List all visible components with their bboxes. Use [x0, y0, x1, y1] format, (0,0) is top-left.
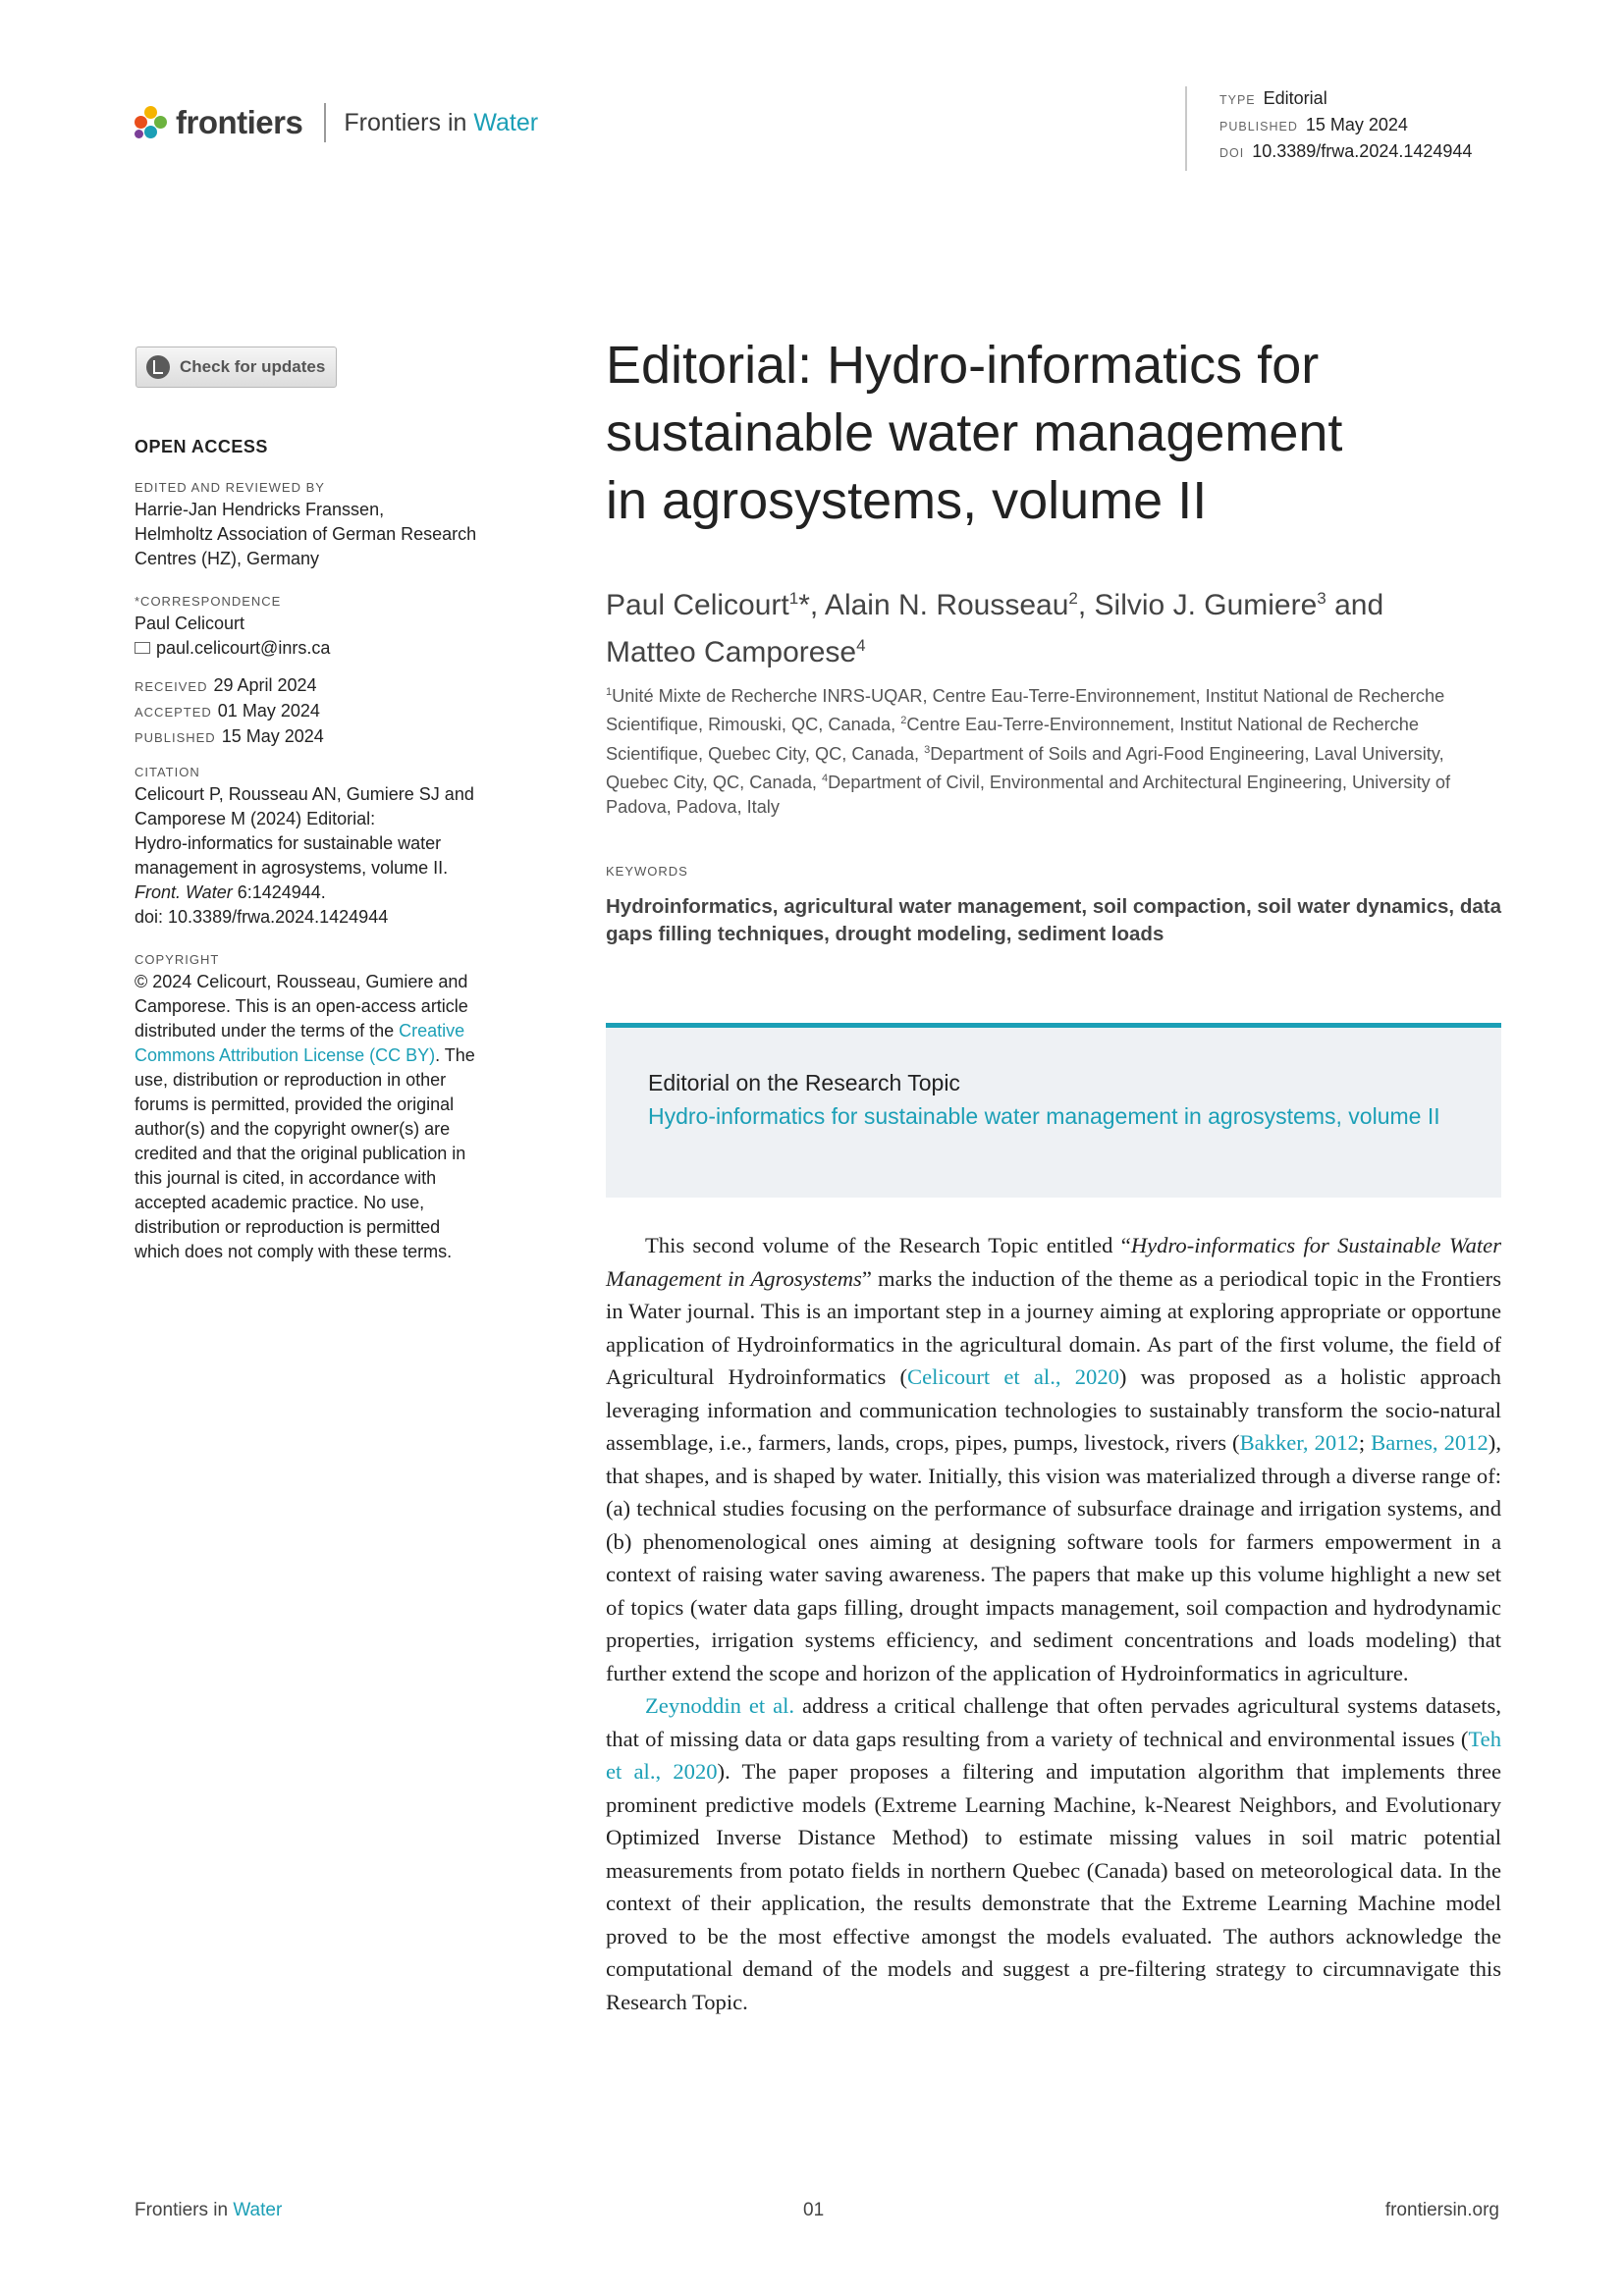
footer-journal[interactable]: Frontiers in Water	[135, 2200, 283, 2220]
open-access-label: OPEN ACCESS	[135, 437, 268, 456]
cc-license-link-1[interactable]: Creative	[399, 1021, 465, 1041]
keywords-label: KEYWORDS	[606, 864, 688, 879]
logo-wordmark: frontiers	[176, 104, 303, 140]
correspondence-section: *CORRESPONDENCE Paul Celicourt paul.celicourt@inrs.ca	[135, 592, 527, 661]
copyright-section: COPYRIGHT © 2024 Celicourt, Rousseau, Gumiere and Camporese. This is an open-access article distributed under the terms of the Creative Commons Attribution License (CC BY). The use, distribution or reproduction in other forums is permitted, provided the original author(s) and the copyright owner(s) are credited and that the original publication in this journal is cited, in accordance with accepted academic practice. No use, distribution or reproduction is permitted which does not comply with these terms.	[135, 952, 475, 1261]
check-for-updates-button[interactable]: Check for updates	[135, 347, 337, 388]
citation-doi[interactable]: doi: 10.3389/frwa.2024.1424944	[135, 907, 389, 927]
logo-divider	[324, 103, 326, 142]
page-number: 01	[803, 2200, 825, 2220]
citation-section: CITATION Celicourt P, Rousseau AN, Gumiere SJ and Camporese M (2024) Editorial: Hydro-informatics for sustainable water management in agrosystems, volume II. Front. Water 6:1424944. doi: 10.3389/frwa.2024.1424944	[135, 763, 527, 930]
meta-published: PUBLISHED 15 May 2024	[1219, 115, 1408, 134]
correspondence-email[interactable]: paul.celicourt@inrs.ca	[135, 636, 527, 661]
research-topic-box	[606, 1023, 1501, 1198]
ref-celicourt-2020[interactable]: Celicourt et al., 2020	[907, 1364, 1119, 1389]
edited-by-section: EDITED AND REVIEWED BY Harrie-Jan Hendricks Franssen, Helmholtz Association of German Research Centres (HZ), Germany	[135, 480, 477, 568]
check-updates-icon	[146, 355, 170, 379]
keywords: Hydroinformatics, agricultural water management, soil compaction, soil water dynamics, data gaps filling techniques, drought modeling, sediment loads	[606, 895, 1501, 945]
affiliations: $^1$Unité Mixte de Recherche INRS-UQAR, Centre Eau-Terre-Environnement, Institut National de Recherche Scientifique, Rimouski, QC, Canada, $^2$Centre Eau-Terre-Environnement, Institut National de Recherche Scientifique, Quebec City, QC, Canada, $^3$Department of Soils and Agri-Food Engineering, Laval University, Quebec City, QC, Canada, $^4$Department of Civil, Environmental and Architectural Engineering, University of Padova, Padova, Italy	[606, 686, 1450, 818]
cc-license-link-2[interactable]: Commons Attribution License (CC BY)	[135, 1045, 436, 1065]
ref-zeynoddin[interactable]: Zeynoddin et al.	[645, 1693, 795, 1718]
footer-site-link[interactable]: frontiersin.org	[1384, 2200, 1499, 2220]
meta-doi: DOI 10.3389/frwa.2024.1424944	[1219, 141, 1473, 161]
frontiers-logo[interactable]	[135, 101, 538, 144]
frontiers-logo-icon	[135, 104, 168, 141]
research-topic-link[interactable]: Hydro-informatics for sustainable water management in agrosystems, volume II	[648, 1103, 1440, 1129]
article-meta	[1185, 86, 1472, 171]
envelope-icon	[135, 642, 150, 654]
ref-bakker-2012[interactable]: Bakker, 2012	[1239, 1430, 1359, 1455]
ref-barnes-2012[interactable]: Barnes, 2012	[1371, 1430, 1489, 1455]
journal-name: Frontiers in Water	[344, 108, 539, 136]
article-title: Editorial: Hydro-informatics for sustainable water management in agrosystems, volume II	[606, 336, 1343, 530]
author-link[interactable]: Paul Celicourt	[606, 589, 789, 621]
article-body	[606, 1229, 1501, 2018]
research-topic-heading: Editorial on the Research Topic	[648, 1070, 960, 1095]
paragraph-2: Zeynoddin et al. address a critical challenge that often pervades agricultural systems datasets, that of missing data or data gaps resulting from a variety of technical and environmental issues (Teh et al., 2020). The paper proposes a filtering and imputation algorithm that implements three prominent predictive models (Extreme Learning Machine, k-Nearest Neighbors, and Evolutionary Optimized Inverse Distance Method) to estimate missing values in soil matric potential measurements from potato fields in northern Quebec (Canada) based on meteorological data. In the context of their application, the results demonstrate that the Extreme Learning Machine model proved to be the most effective amongst the models evaluated. The authors acknowledge the computational demand of the models and suggest a pre-filtering strategy to circumnavigate this Research Topic.	[606, 1693, 1501, 2014]
dates-section: RECEIVED 29 April 2024 ACCEPTED 01 May 2024 PUBLISHED 15 May 2024	[135, 675, 324, 746]
ref-teh-2020[interactable]: Teh et al., 2020	[606, 1726, 1501, 1784]
meta-type: TYPE Editorial	[1219, 88, 1327, 108]
paragraph-1: This second volume of the Research Topic entitled “Hydro-informatics for Sustainable Water Management in Agrosystems” marks the induction of the theme as a periodical topic in the Frontiers in Water journal. This is an important step in a journey aiming at exploring appropriate or opportune application of Hydroinformatics in the agricultural domain. As part of the first volume, the field of Agricultural Hydroinformatics (Celicourt et al., 2020) was proposed as a holistic approach leveraging information and communication technologies to sustainably transform the socio-natural assemblage, i.e., farmers, lands, crops, pipes, pumps, livestock, rivers (Bakker, 2012; Barnes, 2012), that shapes, and is shaped by water. Initially, this vision was materialized through a diverse range of: (a) technical studies focusing on the performance of subsurface drainage and irrigation systems, and (b) phenomenological ones aiming at designing software tools for farmers empowerment in a context of raising water saving awareness. The papers that make up this volume highlight a new set of topics (water data gaps filling, drought impacts management, soil compaction and hydrodynamic properties, irrigation systems efficiency, and sediment concentrations and loads modeling) that further extend the scope and horizon of the application of Hydroinformatics in agriculture.	[606, 1233, 1502, 1685]
author-list: Paul Celicourt$^1$*, Alain N. Rousseau$^2$, Silvio J. Gumiere$^3$ and Matteo Camporese$^4$	[606, 589, 1384, 668]
